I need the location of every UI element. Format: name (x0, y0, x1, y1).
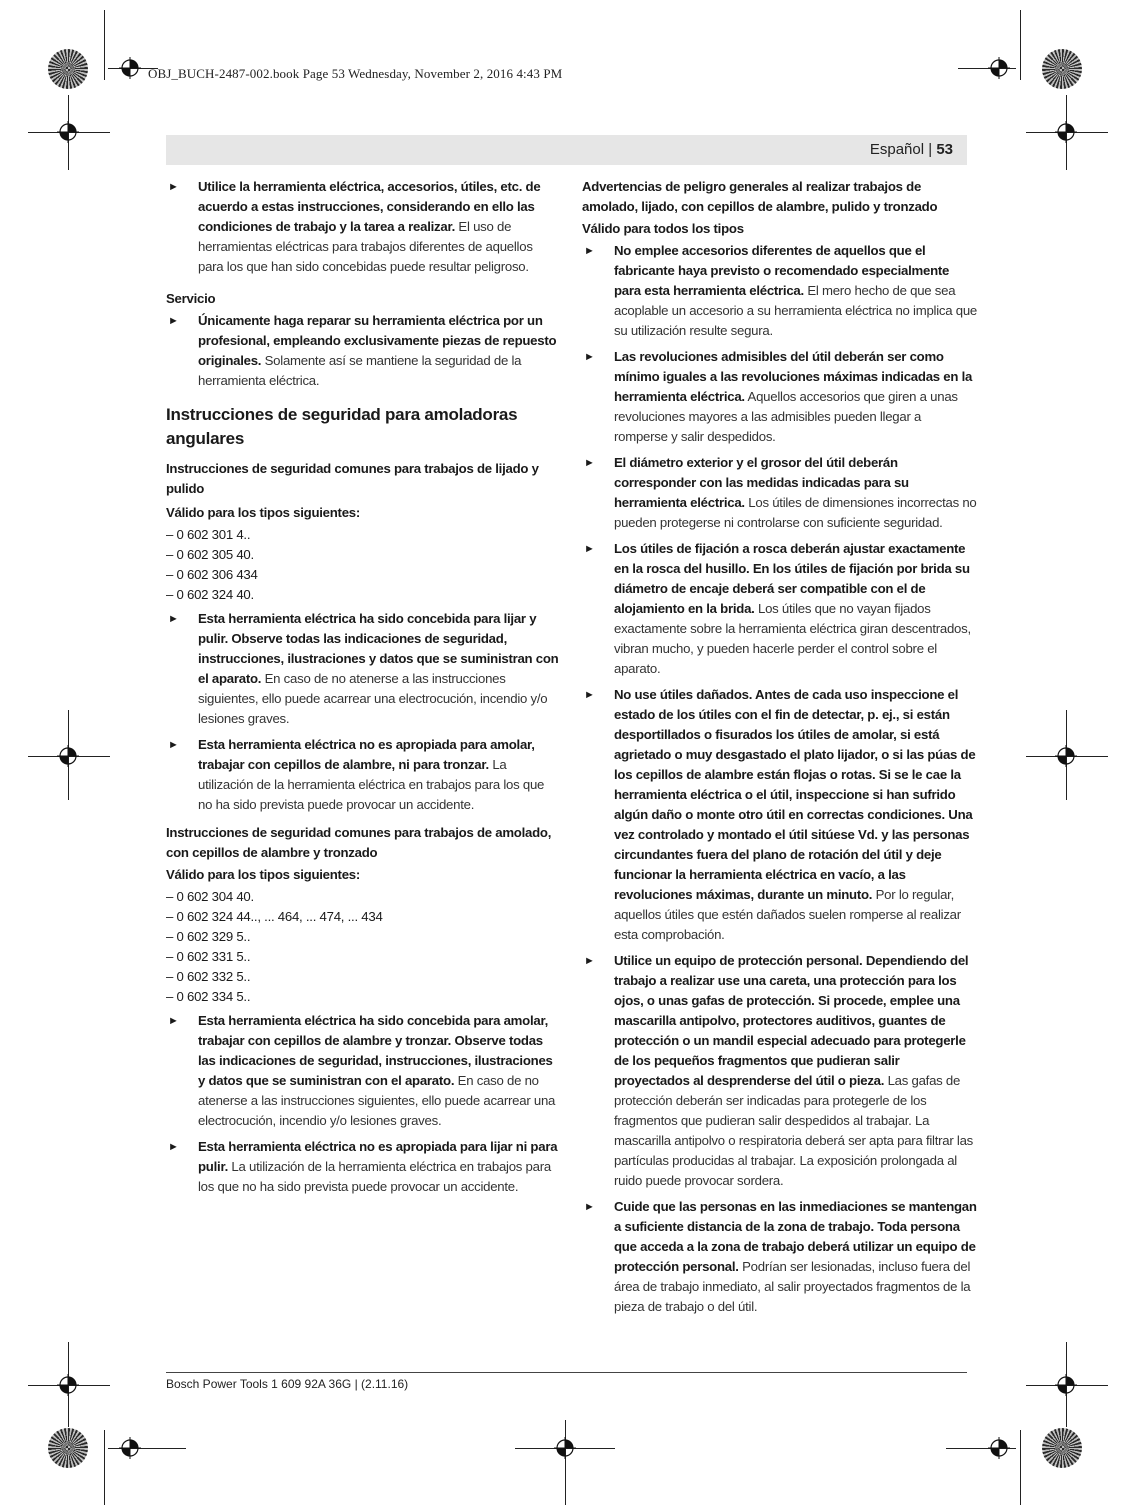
list-item (166, 177, 561, 277)
bullet-bold-text: Esta herramienta eléctrica no es apropiada para amolar, trabajar con cepillos de alambre, ni para tronzar. (198, 737, 535, 772)
registration-target-icon (1055, 745, 1077, 767)
list-item (166, 735, 561, 815)
crop-mark (1020, 1430, 1021, 1505)
bullet-text: El mero hecho de que sea acoplable un accesorio a su herramienta eléctrica no implica que su utilización resulte segura. (614, 283, 977, 338)
registration-target-icon (988, 1437, 1010, 1459)
footer-rule (166, 1372, 967, 1373)
bullet-text: En caso de no atenerse a las instrucciones siguientes, ello puede acarrear una electrocución, incendio y/o lesiones graves. (198, 671, 548, 726)
registration-target-icon (57, 121, 79, 143)
bullet-bold-text: Utilice un equipo de protección personal. Dependiendo del trabajo a realizar use una careta, una protección para los ojos, o unas gafas de protección. Si procede, emplee una mascarilla antipolvo, protectores auditivos, guantes de protección o un mandil especial adecuado para protegerle de los pequeños fragmentos que pudieran salir proyectados al desprenderse del útil o pieza. (614, 953, 969, 1088)
registration-target-icon (1055, 1374, 1077, 1396)
right-column (582, 177, 977, 1323)
type-code: – 0 602 304 40. (166, 889, 254, 904)
registration-target-icon (554, 1437, 576, 1459)
list-item (582, 539, 977, 679)
color-rosette-icon (1042, 49, 1082, 89)
bullet-bold-text: Cuide que las personas en las inmediaciones se mantengan a suficiente distancia de la zona de trabajo. Toda persona que acceda a la zona de trabajo deberá utilizar un equipo de protección personal. (614, 1199, 977, 1274)
bullet-text: La utilización de la herramienta eléctrica en trabajos para los que no ha sido prevista puede provocar un accidente. (198, 1159, 551, 1194)
bullet-bold-text: Esta herramienta eléctrica no es apropiada para lijar ni para pulir. (198, 1139, 558, 1174)
bullet-arrow-icon: ► (584, 689, 595, 701)
registration-target-icon (119, 1437, 141, 1459)
page-footer: Bosch Power Tools 1 609 92A 36G | (2.11.16) (166, 1377, 409, 1391)
list-item (582, 1197, 977, 1317)
bullet-bold-text: Utilice la herramienta eléctrica, accesorios, útiles, etc. de acuerdo a estas instrucciones, considerando en ello las condiciones de trabajo y la tarea a realizar. (198, 179, 541, 234)
type-code: – 0 602 332 5.. (166, 969, 251, 984)
bullet-arrow-icon: ► (584, 351, 595, 363)
left-column (166, 177, 561, 1203)
color-rosette-icon (1042, 1428, 1082, 1468)
bullet-text: Solamente así se mantiene la seguridad de la herramienta eléctrica. (198, 353, 522, 388)
bullet-arrow-icon: ► (168, 181, 179, 193)
bullet-bold-text: No emplee accesorios diferentes de aquellos que el fabricante haya previsto o recomendado especialmente para esta herramienta eléctrica. (614, 243, 950, 298)
list-item (166, 1011, 561, 1131)
section-heading: Instrucciones de seguridad comunes para trabajos de amolado, con cepillos de alambre y tronzado (166, 825, 552, 860)
color-rosette-icon (48, 1428, 88, 1468)
type-code: – 0 602 301 4.. (166, 527, 251, 542)
header-label (870, 141, 953, 158)
color-rosette-icon (48, 49, 88, 89)
crop-mark (1020, 10, 1021, 80)
crop-mark (104, 1430, 105, 1505)
bullet-arrow-icon: ► (584, 543, 595, 555)
bullet-arrow-icon: ► (168, 315, 179, 327)
page-number: 53 (936, 141, 953, 158)
list-item (166, 609, 561, 729)
registration-target-icon (988, 57, 1010, 79)
bullet-text: En caso de no atenerse a las instrucciones siguientes, ello puede acarrear una electrocución, incendio y/o lesiones graves. (198, 1073, 556, 1128)
list-item (166, 311, 561, 391)
section-heading: Instrucciones de seguridad comunes para trabajos de lijado y pulido (166, 461, 539, 496)
valid-types-label: Válido para todos los tipos (582, 221, 744, 236)
bullet-arrow-icon: ► (584, 1201, 595, 1213)
list-item (582, 347, 977, 447)
registration-target-icon (1055, 121, 1077, 143)
list-item (582, 951, 977, 1191)
bullet-arrow-icon: ► (584, 955, 595, 967)
bullet-arrow-icon: ► (168, 1141, 179, 1153)
page-header (166, 135, 967, 165)
list-item (166, 1137, 561, 1197)
type-code: – 0 602 324 40. (166, 587, 254, 602)
bullet-text: Podrían ser lesionadas, incluso fuera del área de trabajo inmediato, al salir proyectados fragmentos de la pieza de trabajo o del útil. (614, 1259, 971, 1314)
bullet-bold-text: Los útiles de fijación a rosca deberán ajustar exactamente en la rosca del husillo. En los útiles de fijación por brida su diámetro de encaje deberá ser compatible con el de alojamiento en la brida. (614, 541, 970, 616)
type-code: – 0 602 306 434 (166, 567, 258, 582)
bullet-arrow-icon: ► (168, 739, 179, 751)
list-item (582, 685, 977, 945)
bullet-text: Aquellos accesorios que giren a unas revoluciones mayores a las admisibles pueden llegar a romperse y salir despedidos. (614, 389, 958, 444)
crop-mark (104, 10, 105, 80)
crop-mark (565, 1420, 566, 1505)
header-language: Español (869, 141, 925, 158)
bullet-arrow-icon: ► (584, 457, 595, 469)
bullet-bold-text: Las revoluciones admisibles del útil deberán ser como mínimo iguales a las revoluciones máximas indicadas en la herramienta eléctrica. (614, 349, 973, 404)
type-code: – 0 602 329 5.. (166, 929, 251, 944)
bullet-bold-text: No use útiles dañados. Antes de cada uso inspeccione el estado de los útiles con el fin de detectar, p. ej., si están desportillados o fisurados los útiles de amolar, si está agrietado o muy desgastado el plato lijador, o si las púas de los cepillos de alambre están flojas o rotas. Si se le cae la herramienta eléctrica o el útil, inspeccione si han sufrido algún daño o monte otro útil en correctas condiciones. Una vez controlado y montado el útil sitúese Vd. y las personas circundantes fuera del plano de rotación del útil y deje funcionar la herramienta eléctrica en vacío, a las revoluciones máximas, durante un minuto. (614, 687, 976, 902)
bullet-text: Las gafas de protección deberán ser indicadas para protegerle de los fragmentos que pudieran salir despedidos al trabajar. La mascarilla antipolvo o respiratoria deberá ser apta para filtrar las partículas producidas al trabajar. La exposición prolongada al ruido puede provocar sordera. (614, 1073, 974, 1188)
bullet-bold-text: Esta herramienta eléctrica ha sido concebida para lijar y pulir. Observe todas las indicaciones de seguridad, instrucciones, ilustraciones y datos que se suministran con el aparato. (198, 611, 559, 686)
section-title: Instrucciones de seguridad para amoladoras angulares (166, 405, 518, 448)
type-code: – 0 602 324 44.., ... 464, ... 474, ... 434 (166, 909, 383, 924)
header-separator: | (924, 141, 937, 158)
bullet-bold-text: El diámetro exterior y el grosor del útil deberán corresponder con las medidas indicadas para su herramienta eléctrica. (614, 455, 909, 510)
bullet-text: El uso de herramientas eléctricas para trabajos diferentes de aquellos para los que han sido concebidas puede resultar peligroso. (198, 219, 533, 274)
bullet-arrow-icon: ► (584, 245, 595, 257)
bullet-arrow-icon: ► (168, 613, 179, 625)
bullet-bold-text: Únicamente haga reparar su herramienta eléctrica por un profesional, empleando exclusivamente piezas de repuesto originales. (198, 313, 557, 368)
registration-target-icon (57, 1374, 79, 1396)
valid-types-label: Válido para los tipos siguientes: (166, 867, 360, 882)
section-heading: Advertencias de peligro generales al realizar trabajos de amolado, lijado, con cepillos de alambre, pulido y tronzado (582, 179, 938, 214)
book-info-line: OBJ_BUCH-2487-002.book Page 53 Wednesday, November 2, 2016 4:43 PM (148, 66, 563, 81)
type-code: – 0 602 331 5.. (166, 949, 251, 964)
type-code: – 0 602 334 5.. (166, 989, 251, 1004)
registration-target-icon (57, 745, 79, 767)
section-heading: Servicio (166, 291, 216, 306)
bullet-text: Por lo regular, aquellos útiles que estén dañados suelen romperse al realizar esta comprobación. (614, 887, 961, 942)
valid-types-label: Válido para los tipos siguientes: (166, 505, 360, 520)
type-code: – 0 602 305 40. (166, 547, 254, 562)
bullet-arrow-icon: ► (168, 1015, 179, 1027)
bullet-bold-text: Esta herramienta eléctrica ha sido concebida para amolar, trabajar con cepillos de alambre y tronzar. Observe todas las indicaciones de seguridad, instrucciones, ilustraciones y datos que se suministran con el aparato. (198, 1013, 553, 1088)
bullet-text: La utilización de la herramienta eléctrica en trabajos para los que no ha sido prevista puede provocar un accidente. (198, 757, 545, 812)
list-item (582, 241, 977, 341)
bullet-text: Los útiles que no vayan fijados exactamente sobre la herramienta eléctrica giran descentrados, vibran mucho, y pueden hacerle perder el control sobre el aparato. (614, 601, 971, 676)
list-item (582, 453, 977, 533)
registration-target-icon (119, 57, 141, 79)
bullet-text: Los útiles de dimensiones incorrectas no pueden protegerse ni controlarse con suficiente seguridad. (614, 495, 977, 530)
